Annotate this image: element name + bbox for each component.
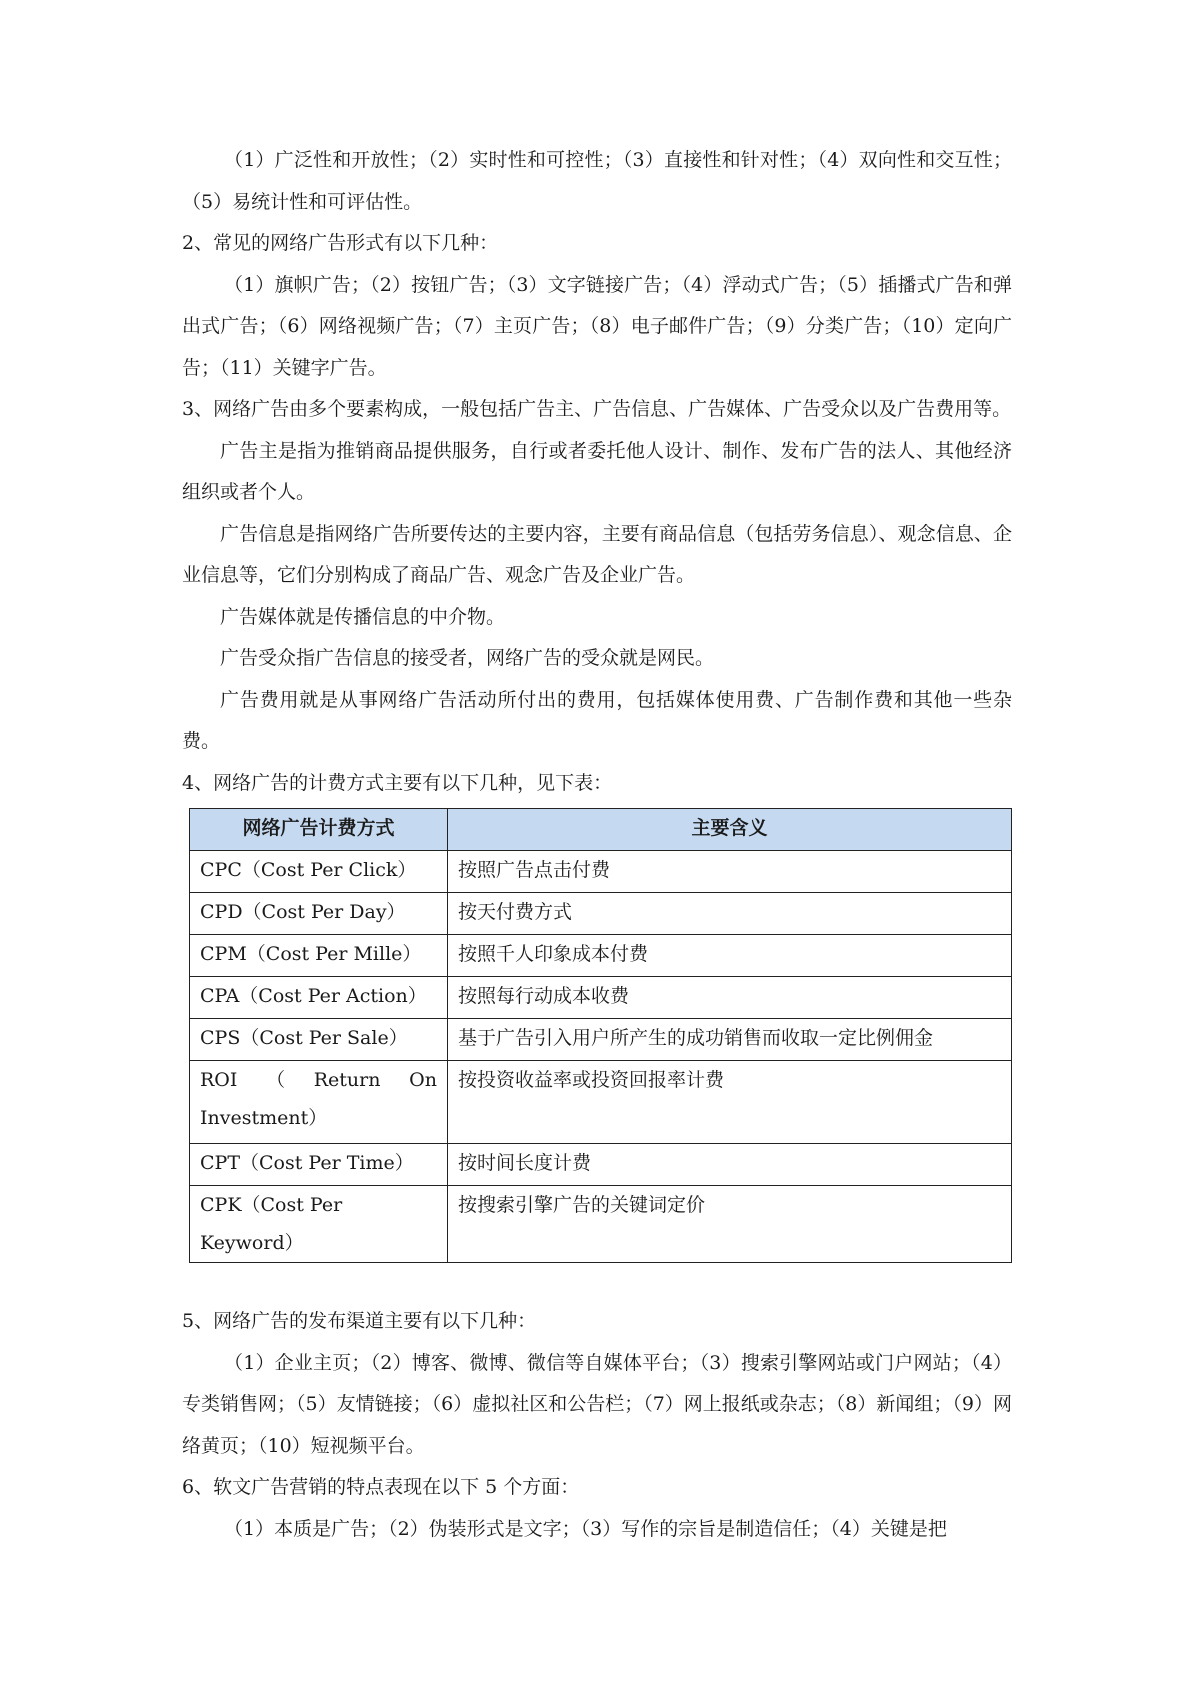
paragraph-soft-ad-features: （1）本质是广告；（2）伪装形式是文字；（3）写作的宗旨是制造信任；（4）关键是把 xyxy=(224,1517,947,1540)
paragraph-publishing-channels: （1）企业主页；（2）博客、微博、微信等自媒体平台；（3）搜索引擎网站或门户网站；（4）专类销售网；（5）友情链接；（6）虚拟社区和公告栏；（7）网上报纸或杂志；（8）新闻组；（9）网络黄页；（10）短视频平台。 xyxy=(182,1351,1012,1457)
cell-method: CPK（Cost Per Keyword） xyxy=(190,1186,448,1263)
table-row xyxy=(190,935,1012,977)
heading-soft-ad-features: 6、软文广告营销的特点表现在以下 5 个方面： xyxy=(182,1476,580,1498)
paragraph-ad-characteristics: （1）广泛性和开放性；（2）实时性和可控性；（3）直接性和针对性；（4）双向性和交互性；（5）易统计性和可评估性。 xyxy=(182,149,1012,213)
cell-meaning: 按搜索引擎广告的关键词定价 xyxy=(448,1186,1012,1263)
heading-billing-methods: 4、网络广告的计费方式主要有以下几种，见下表： xyxy=(182,771,613,794)
table-header-meaning: 主要含义 xyxy=(448,809,1012,851)
table-row xyxy=(190,851,1012,893)
paragraph-ad-media: 广告媒体就是传播信息的中介物。 xyxy=(220,605,506,628)
table-header-row xyxy=(190,809,1012,851)
roi-paren: （ xyxy=(266,1069,286,1091)
roi-on: On xyxy=(409,1069,437,1091)
cell-method-line2: Investment） xyxy=(200,1107,328,1129)
cell-method: CPM（Cost Per Mille） xyxy=(190,935,448,977)
heading-publishing-channels: 5、网络广告的发布渠道主要有以下几种： xyxy=(182,1310,537,1332)
table-row xyxy=(190,1186,1012,1263)
roi-return: Return xyxy=(313,1069,381,1091)
cell-meaning: 按投资收益率或投资回报率计费 xyxy=(448,1061,1012,1144)
cell-meaning: 按照千人印象成本付费 xyxy=(448,935,1012,977)
paragraph-ad-cost: 广告费用就是从事网络广告活动所付出的费用，包括媒体使用费、广告制作费和其他一些杂费。 xyxy=(182,688,1012,752)
cell-method: CPC（Cost Per Click） xyxy=(190,851,448,893)
cell-method: CPS（Cost Per Sale） xyxy=(190,1019,448,1061)
heading-ad-forms: 2、常见的网络广告形式有以下几种： xyxy=(182,232,499,254)
billing-methods-table xyxy=(189,808,1012,1263)
cell-meaning: 按时间长度计费 xyxy=(448,1144,1012,1186)
cell-meaning: 基于广告引入用户所产生的成功销售而收取一定比例佣金 xyxy=(448,1019,1012,1061)
table-row xyxy=(190,893,1012,935)
spacer xyxy=(182,1263,1012,1301)
cell-meaning: 按照广告点击付费 xyxy=(448,851,1012,893)
roi-word: ROI xyxy=(200,1069,238,1091)
heading-ad-elements: 3、网络广告由多个要素构成，一般包括广告主、广告信息、广告媒体、广告受众以及广告费用等。 xyxy=(182,398,1012,420)
table-row xyxy=(190,1019,1012,1061)
table-row xyxy=(190,977,1012,1019)
paragraph-ad-forms: （1）旗帜广告；（2）按钮广告；（3）文字链接广告；（4）浮动式广告；（5）插播式广告和弹出式广告；（6）网络视频广告；（7）主页广告；（8）电子邮件广告；（9）分类广告；（10）定向广告；（11）关键字广告。 xyxy=(182,273,1012,379)
cell-method: CPD（Cost Per Day） xyxy=(190,893,448,935)
table-row xyxy=(190,1061,1012,1144)
cell-meaning: 按天付费方式 xyxy=(448,893,1012,935)
page-content xyxy=(182,140,1012,1550)
cell-meaning: 按照每行动成本收费 xyxy=(448,977,1012,1019)
cell-method: CPA（Cost Per Action） xyxy=(190,977,448,1019)
cell-method xyxy=(190,1061,448,1144)
paragraph-ad-info: 广告信息是指网络广告所要传达的主要内容，主要有商品信息（包括劳务信息）、观念信息、企业信息等，它们分别构成了商品广告、观念广告及企业广告。 xyxy=(182,522,1012,586)
table-row xyxy=(190,1144,1012,1186)
cell-method-line1 xyxy=(200,1061,437,1099)
cell-method: CPT（Cost Per Time） xyxy=(190,1144,448,1186)
paragraph-ad-audience: 广告受众指广告信息的接受者，网络广告的受众就是网民。 xyxy=(220,647,715,669)
paragraph-advertiser: 广告主是指为推销商品提供服务，自行或者委托他人设计、制作、发布广告的法人、其他经济组织或者个人。 xyxy=(182,439,1012,503)
table-header-method: 网络广告计费方式 xyxy=(190,809,448,851)
